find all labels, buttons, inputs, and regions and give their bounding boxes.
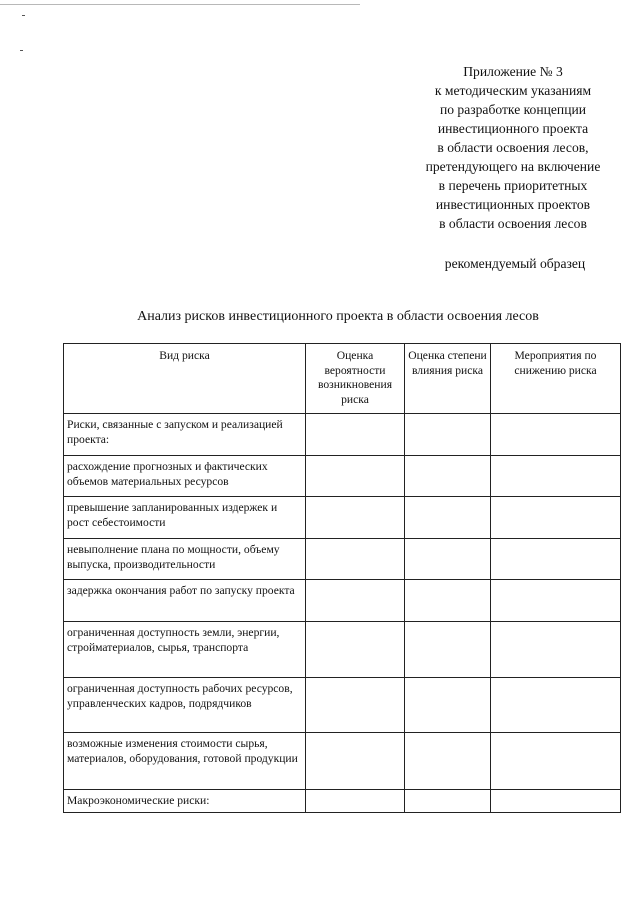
- probability-cell: [306, 678, 405, 733]
- mitigation-cell: [491, 414, 621, 456]
- risk-name-cell: возможные изменения стоимости сырья, материалов, оборудования, готовой продукции: [64, 733, 306, 790]
- probability-cell: [306, 414, 405, 456]
- mitigation-cell: [491, 456, 621, 497]
- document-title: Анализ рисков инвестиционного проекта в области освоения лесов: [137, 309, 539, 324]
- table-row: [64, 497, 621, 539]
- header-risk-type: Вид риска: [64, 344, 306, 414]
- table-row: [64, 678, 621, 733]
- impact-cell: [405, 733, 491, 790]
- risk-name-cell: Риски, связанные с запуском и реализацией проекта:: [64, 414, 306, 456]
- header-impact: Оценка степени влияния риска: [405, 344, 491, 414]
- impact-cell: [405, 678, 491, 733]
- risk-name-cell: невыполнение плана по мощности, объему выпуска, производительности: [64, 539, 306, 580]
- probability-cell: [306, 497, 405, 539]
- header-probability: Оценка вероятности возникновения риска: [306, 344, 405, 414]
- mitigation-cell: [491, 497, 621, 539]
- mitigation-cell: [491, 539, 621, 580]
- appendix-line: Приложение № 3: [463, 64, 563, 79]
- scan-mark: [22, 15, 25, 16]
- table-row: [64, 622, 621, 678]
- probability-cell: [306, 790, 405, 813]
- scan-mark: [20, 50, 23, 51]
- table-row: [64, 580, 621, 622]
- table-row: [64, 456, 621, 497]
- mitigation-cell: [491, 622, 621, 678]
- appendix-line: к методическим указаниям: [434, 83, 592, 98]
- mitigation-cell: [491, 733, 621, 790]
- impact-cell: [405, 456, 491, 497]
- mitigation-cell: [491, 580, 621, 622]
- probability-cell: [306, 539, 405, 580]
- impact-cell: [405, 790, 491, 813]
- scan-top-line: [0, 4, 360, 5]
- appendix-line: в области освоения лесов: [439, 216, 587, 231]
- risk-name-cell: Макроэкономические риски:: [64, 790, 306, 813]
- probability-cell: [306, 733, 405, 790]
- appendix-line: в области освоения лесов,: [437, 140, 589, 155]
- table-row: [64, 790, 621, 813]
- probability-cell: [306, 622, 405, 678]
- risk-name-cell: задержка окончания работ по запуску проекта: [64, 580, 306, 622]
- impact-cell: [405, 622, 491, 678]
- header-mitigation: Мероприятия по снижению риска: [491, 344, 621, 414]
- impact-cell: [405, 497, 491, 539]
- appendix-line: инвестиционного проекта: [437, 121, 589, 136]
- mitigation-cell: [491, 678, 621, 733]
- table-row: [64, 539, 621, 580]
- probability-cell: [306, 580, 405, 622]
- appendix-line: инвестиционных проектов: [435, 197, 591, 212]
- risk-name-cell: превышение запланированных издержек и рост себестоимости: [64, 497, 306, 539]
- risk-name-cell: расхождение прогнозных и фактических объемов материальных ресурсов: [64, 456, 306, 497]
- risk-analysis-table: [63, 343, 621, 813]
- table-header-row: [64, 344, 621, 414]
- risk-name-cell: ограниченная доступность земли, энергии, стройматериалов, сырья, транспорта: [64, 622, 306, 678]
- table-row: [64, 414, 621, 456]
- appendix-line: в перечень приоритетных: [438, 178, 588, 193]
- sample-note: рекомендуемый образец: [444, 256, 586, 271]
- table-row: [64, 733, 621, 790]
- appendix-line: по разработке концепции: [439, 102, 587, 117]
- mitigation-cell: [491, 790, 621, 813]
- impact-cell: [405, 539, 491, 580]
- risk-name-cell: ограниченная доступность рабочих ресурсов, управленческих кадров, подрядчиков: [64, 678, 306, 733]
- probability-cell: [306, 456, 405, 497]
- appendix-line: претендующего на включение: [425, 159, 601, 174]
- impact-cell: [405, 580, 491, 622]
- impact-cell: [405, 414, 491, 456]
- appendix-header: [378, 62, 640, 233]
